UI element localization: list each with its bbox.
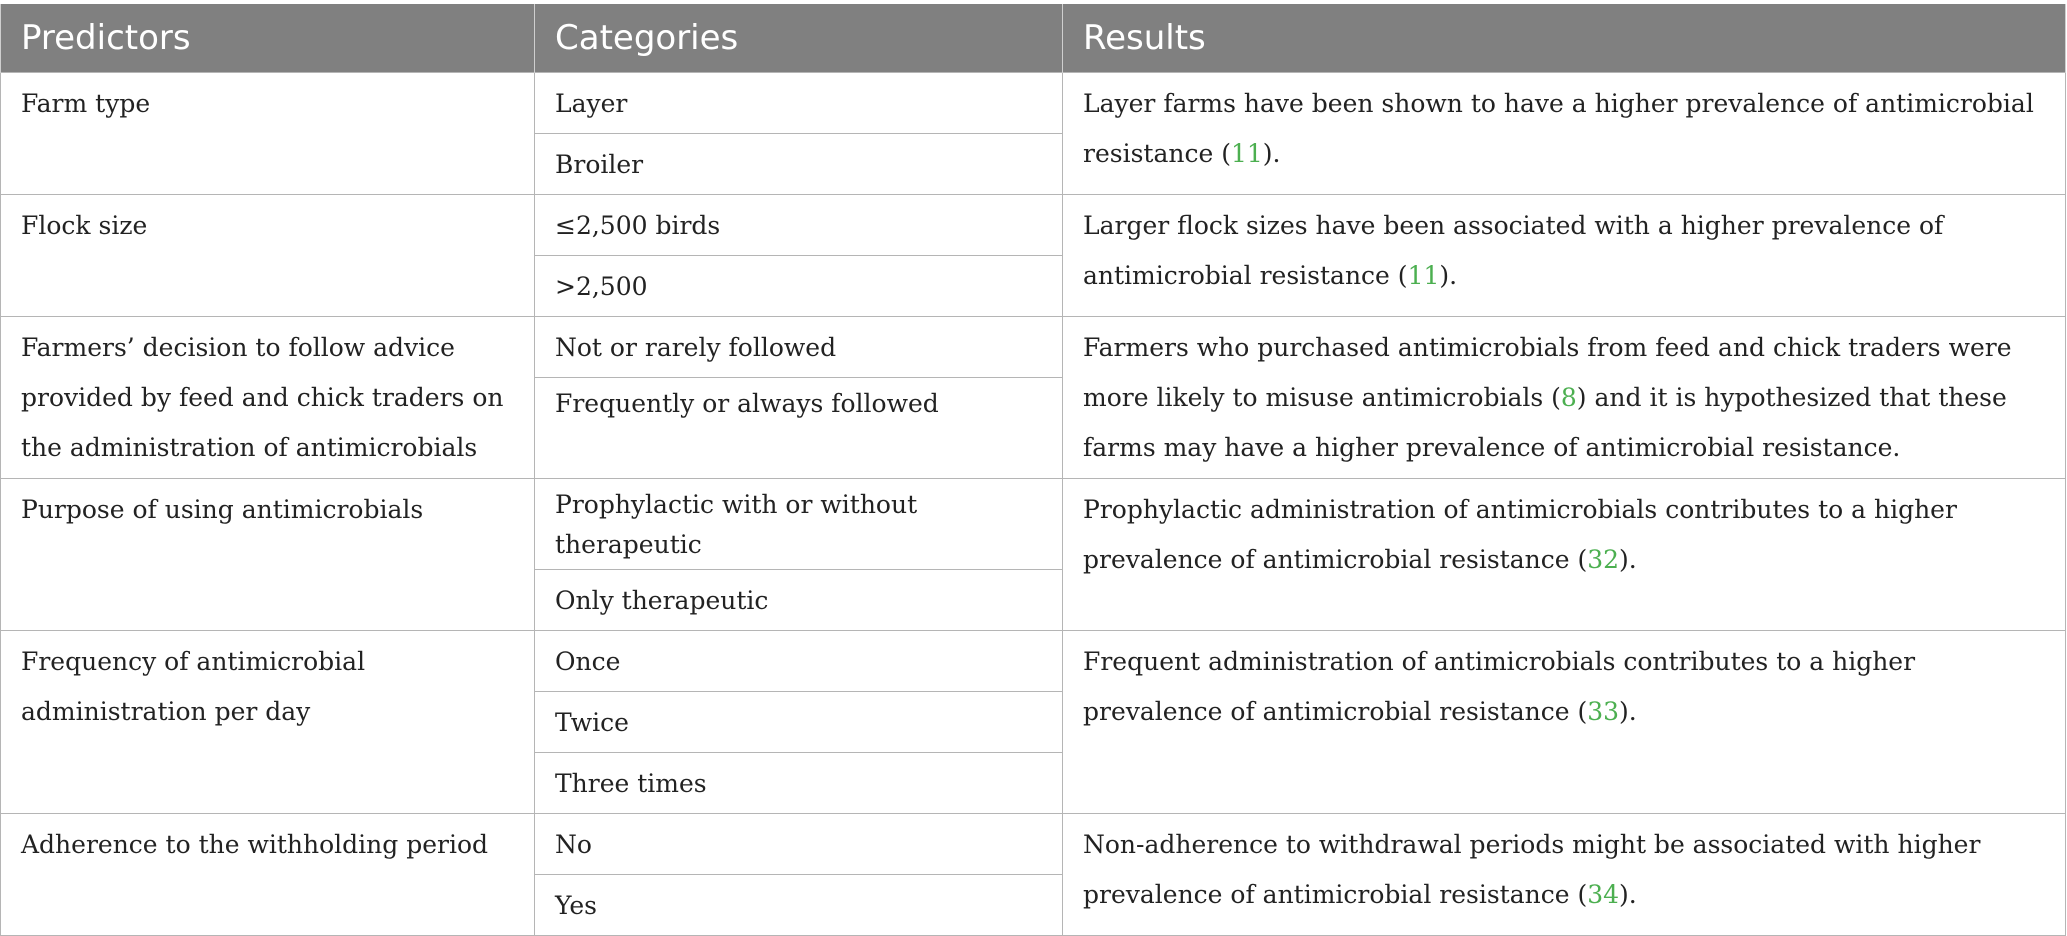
predictors-table-container: [0, 4, 2067, 936]
result-text: Frequent administration of antimicrobials contributes to a higher prevalence of antimicrobial resistance (: [1083, 647, 1916, 726]
predictor-cell: Frequency of antimicrobial administration per day: [1, 631, 535, 814]
result-text: Farmers who purchased antimicrobials from feed and chick traders were more likely to misuse antimicrobials (: [1083, 333, 2012, 412]
category-cell: Prophylactic with or without therapeutic: [535, 479, 1063, 570]
predictor-cell: Purpose of using antimicrobials: [1, 479, 535, 631]
category-cell: Only therapeutic: [535, 570, 1063, 631]
reference-link[interactable]: 34: [1587, 880, 1620, 909]
category-cell: Broiler: [535, 134, 1063, 195]
table-row: [1, 195, 2066, 256]
table-row: [1, 479, 2066, 570]
category-cell: Frequently or always followed: [535, 378, 1063, 479]
result-cell: [1063, 73, 2066, 195]
reference-link[interactable]: 11: [1407, 261, 1440, 290]
category-cell: No: [535, 814, 1063, 875]
result-text-end: ) and it is hypothesized that these farms may have a higher prevalence of antimicrobial resistance.: [1083, 383, 2007, 462]
result-text-end: ).: [1262, 139, 1281, 168]
table-row: [1, 317, 2066, 378]
result-cell: [1063, 317, 2066, 479]
reference-link[interactable]: 11: [1230, 139, 1263, 168]
result-cell: [1063, 195, 2066, 317]
result-text-end: ).: [1439, 261, 1458, 290]
result-cell: [1063, 814, 2066, 936]
header-predictors: Predictors: [1, 4, 535, 73]
table-row: [1, 814, 2066, 875]
reference-link[interactable]: 32: [1587, 545, 1620, 574]
header-row: [1, 4, 2066, 73]
predictors-table: [0, 4, 2066, 936]
header-results: Results: [1063, 4, 2066, 73]
category-cell: Three times: [535, 753, 1063, 814]
category-cell: Yes: [535, 875, 1063, 936]
category-cell: ≤2,500 birds: [535, 195, 1063, 256]
category-cell: >2,500: [535, 256, 1063, 317]
predictor-cell: Flock size: [1, 195, 535, 317]
category-cell: Layer: [535, 73, 1063, 134]
category-cell: Once: [535, 631, 1063, 692]
table-row: [1, 73, 2066, 134]
predictor-cell: Adherence to the withholding period: [1, 814, 535, 936]
result-text-end: ).: [1619, 545, 1637, 574]
reference-link[interactable]: 8: [1560, 383, 1577, 412]
result-text: Larger flock sizes have been associated with a higher prevalence of antimicrobial resistance (: [1083, 211, 1944, 290]
table-row: [1, 631, 2066, 692]
result-cell: [1063, 631, 2066, 814]
result-text-end: ).: [1619, 880, 1637, 909]
category-cell: Twice: [535, 692, 1063, 753]
table-body: [1, 73, 2066, 936]
predictor-cell: Farmers’ decision to follow advice provided by feed and chick traders on the administration of antimicrobials: [1, 317, 535, 479]
result-text: Prophylactic administration of antimicrobials contributes to a higher prevalence of antimicrobial resistance (: [1083, 495, 1957, 574]
category-cell: Not or rarely followed: [535, 317, 1063, 378]
result-text: Layer farms have been shown to have a higher prevalence of antimicrobial resistance (: [1083, 89, 2034, 168]
result-text-end: ).: [1619, 697, 1637, 726]
result-cell: [1063, 479, 2066, 631]
result-text: Non-adherence to withdrawal periods might be associated with higher prevalence of antimicrobial resistance (: [1083, 830, 1981, 909]
predictor-cell: Farm type: [1, 73, 535, 195]
reference-link[interactable]: 33: [1587, 697, 1620, 726]
table-header: [1, 4, 2066, 73]
header-categories: Categories: [535, 4, 1063, 73]
